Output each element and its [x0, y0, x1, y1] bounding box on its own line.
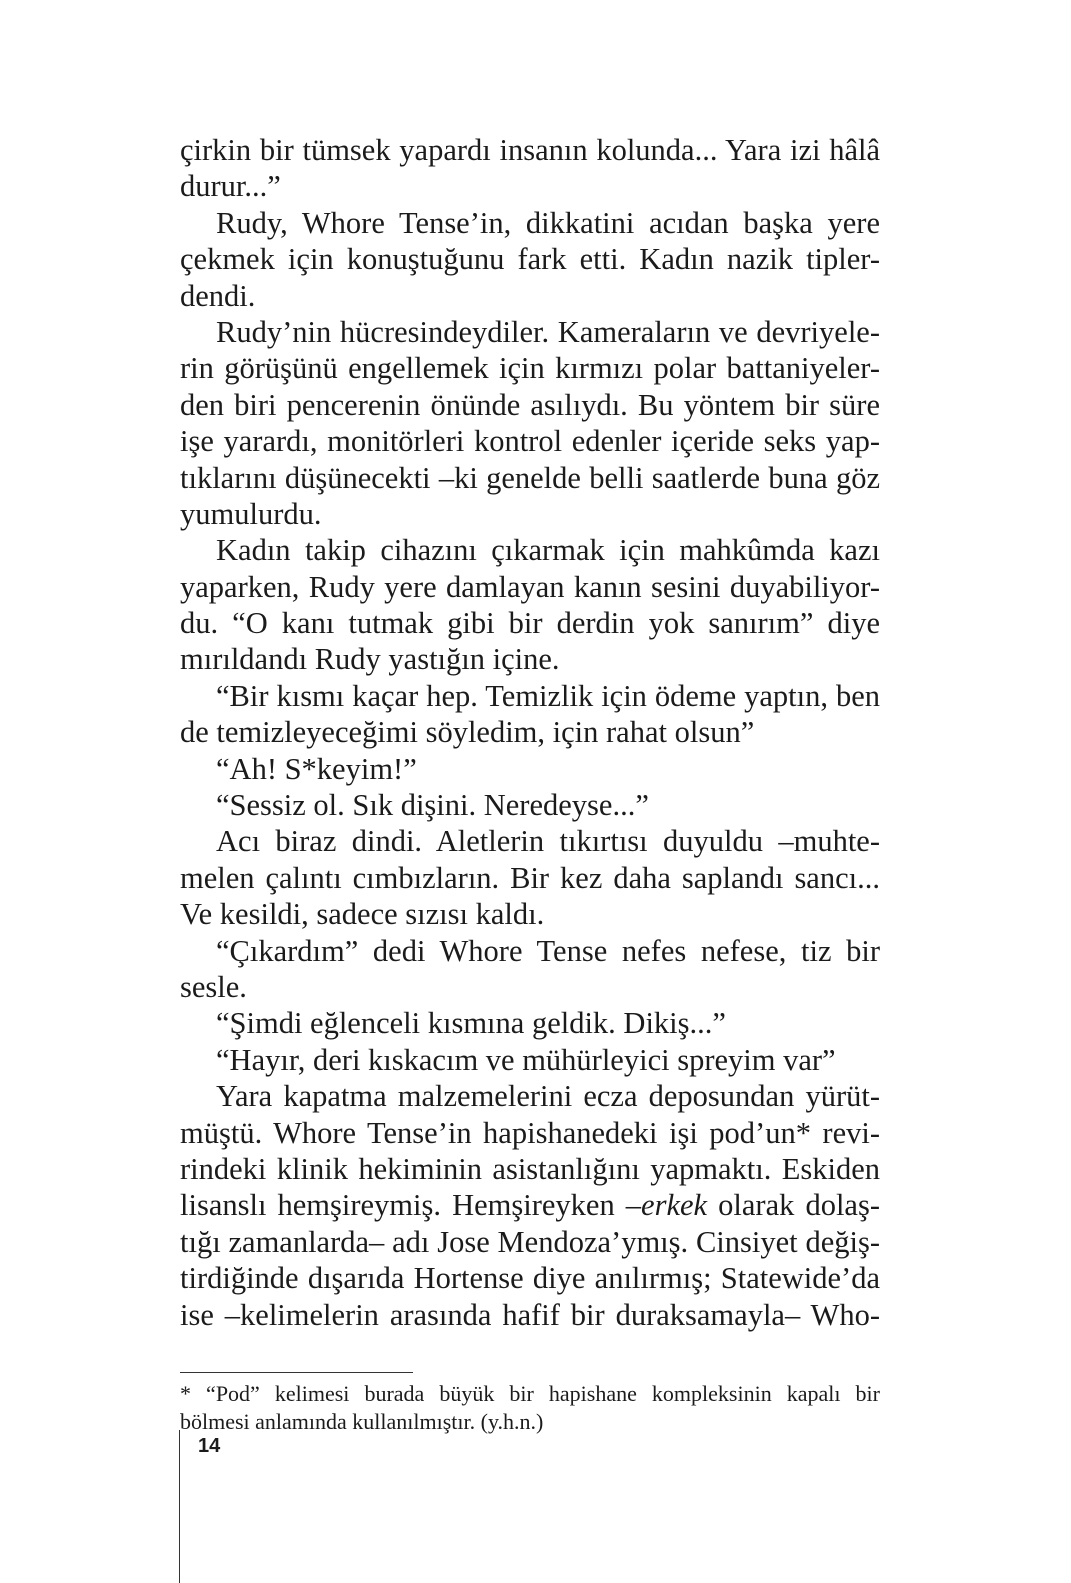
text-line: melen çalıntı cımbızların. Bir kez daha saplandı sancı... [180, 860, 880, 895]
text-line: rin görüşünü engellemek için kırmızı polar battaniyeler- [180, 351, 880, 386]
text-line: tığı zamanlarda– adı Jose Mendoza’ymış. Cinsiyet değiş- [180, 1224, 880, 1259]
text-line: Acı biraz dindi. Aletlerin tıkırtısı duyuldu –muhte- [216, 824, 880, 859]
text-line: “Bir kısmı kaçar hep. Temizlik için ödeme yaptın, ben [216, 678, 880, 713]
footnote-divider [180, 1372, 413, 1373]
text-fragment: lisanslı hemşireymiş. Hemşireyken – [180, 1188, 642, 1223]
text-line: “Hayır, deri kıskacım ve mühürleyici spreyim var” [216, 1042, 836, 1077]
text-line: Ve kesildi, sadece sızısı kaldı. [180, 897, 545, 932]
text-line: Kadın takip cihazını çıkarmak için mahkûmda kazı [216, 533, 880, 568]
text-line: müştü. Whore Tense’in hapishanedeki işi pod’un* revi- [180, 1115, 880, 1150]
text-line: mırıldandı Rudy yastığın içine. [180, 642, 560, 677]
text-line: “Çıkardım” dedi Whore Tense nefes nefese, tiz bir [216, 933, 880, 968]
text-line: rindeki klinik hekiminin asistanlığını yapmaktı. Eskiden [180, 1151, 880, 1186]
text-line: tıklarını düşünecekti –ki genelde belli saatlerde buna göz [180, 460, 880, 495]
text-line: çirkin bir tümsek yapardı insanın kolunda... Yara izi hâlâ [180, 133, 880, 167]
text-line: yaparken, Rudy yere damlayan kanın sesini duyabiliyor- [180, 569, 880, 604]
text-line: Rudy, Whore Tense’in, dikkatini acıdan başka yere [216, 205, 880, 240]
text-line: du. “O kanı tutmak gibi bir derdin yok sanırım” diye [180, 606, 880, 641]
text-line: den biri pencerenin önünde asılıydı. Bu yöntem bir süre [180, 387, 880, 422]
text-line: durur...” [180, 169, 281, 204]
footnote-line: * “Pod” kelimesi burada büyük bir hapishane kompleksinin kapalı bir [180, 1381, 880, 1406]
page-margin-rule [179, 1430, 180, 1583]
text-line: Yara kapatma malzemelerini ecza deposundan yürüt- [216, 1079, 880, 1114]
text-line: çekmek için konuştuğunu fark etti. Kadın nazik tipler- [180, 242, 880, 277]
footnote [180, 1380, 880, 1435]
text-line [180, 1187, 880, 1223]
text-line: işe yarardı, monitörleri kontrol edenler içeride seks yap- [180, 424, 880, 459]
text-line: de temizleyeceğimi söyledim, için rahat olsun” [180, 715, 755, 750]
text-line: Rudy’nin hücresindeydiler. Kameraların ve devriyele- [216, 314, 880, 349]
text-line: ise –kelimelerin arasında hafif bir duraksamayla– Who- [180, 1297, 880, 1332]
text-line: sesle. [180, 969, 247, 1004]
text-line: tirdiğinde dışarıda Hortense diye anılırmış; Statewide’da [180, 1261, 880, 1296]
page-number: 14 [198, 1435, 221, 1457]
text-line: “Ah! S*keyim!” [216, 751, 417, 786]
text-line: “Sessiz ol. Sık dişini. Neredeyse...” [216, 788, 649, 823]
text-line: dendi. [180, 278, 256, 313]
emphasized-word: erkek [641, 1188, 708, 1223]
main-text [180, 132, 880, 1333]
text-line: “Şimdi eğlenceli kısmına geldik. Dikiş...” [216, 1006, 726, 1041]
text-fragment: olarak dolaş- [707, 1188, 880, 1223]
footnote-line: bölmesi anlamında kullanılmıştır. (y.h.n.) [180, 1408, 544, 1434]
text-line: yumulurdu. [180, 496, 322, 531]
